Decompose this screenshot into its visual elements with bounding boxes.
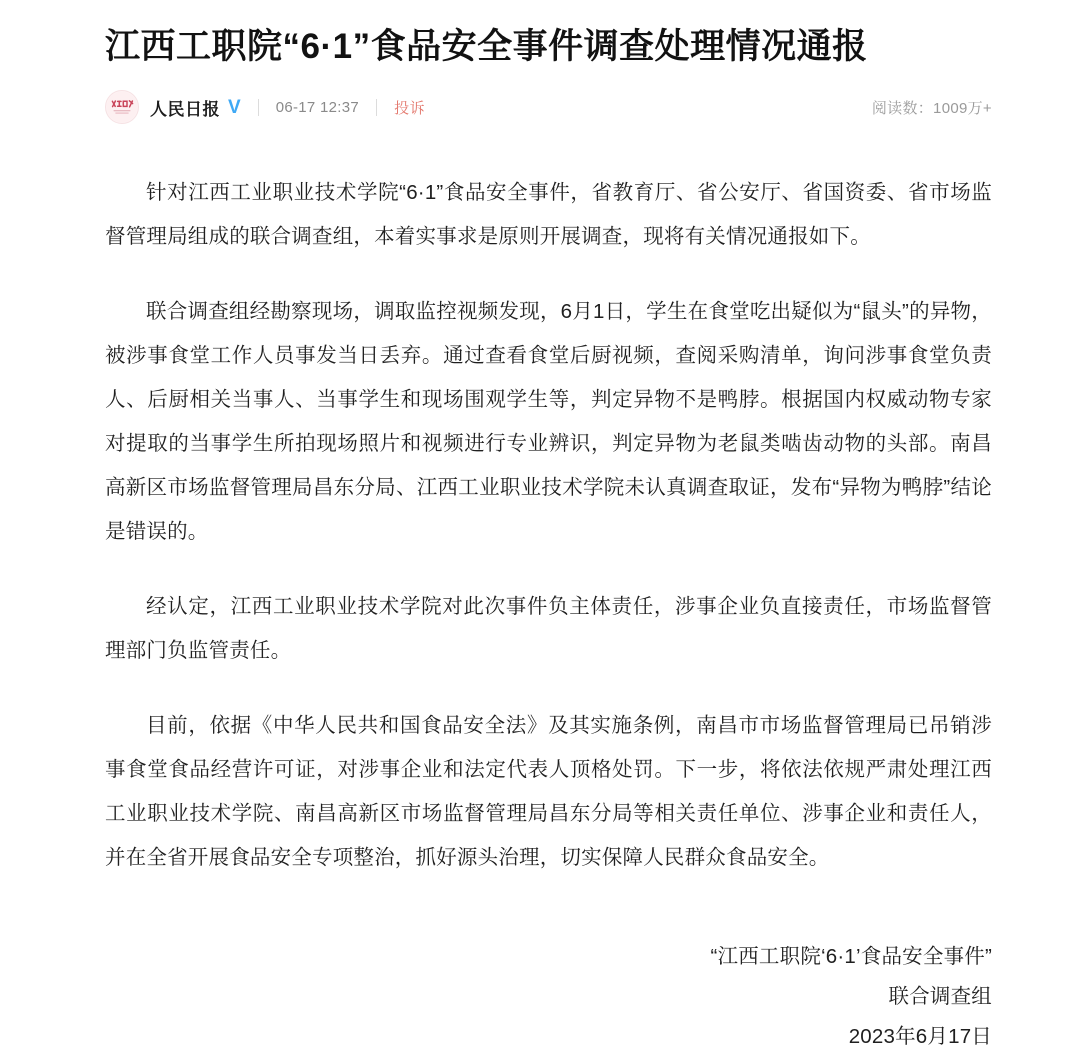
article-paragraph: 经认定，江西工业职业技术学院对此次事件负主体责任，涉事企业负直接责任，市场监督管理部门负监管责任。	[105, 595, 992, 663]
article-paragraph: 联合调查组经勘察现场，调取监控视频发现，6月1日，学生在食堂吃出疑似为“鼠头”的异物，被涉事食堂工作人员事发当日丢弃。通过查看食堂后厨视频，查阅采购清单，询问涉事食堂负责人、后厨相关当事人、当事学生和现场围观学生等，判定异物不是鸭脖。根据国内权威动物专家对提取的当事学生所拍现场照片和视频进行专业辨识，判定异物为老鼠类啮齿动物的头部。南昌高新区市场监督管理局昌东分局、江西工业职业技术学院未认真调查取证，发布“异物为鸭脖”结论是错误的。	[105, 300, 992, 544]
verified-v-badge-icon: V	[228, 96, 241, 118]
signature-block	[105, 937, 992, 1057]
read-count: 阅读数：1009万+	[871, 99, 992, 117]
article-paragraph: 目前，依据《中华人民共和国食品安全法》及其实施条例，南昌市市场监督管理局已吊销涉事食堂食品经营许可证，对涉事企业和法定代表人顶格处罚。下一步，将依法依规严肃处理江西工业职业技术学院、南昌高新区市场监督管理局昌东分局等相关责任单位、涉事企业和责任人，并在全省开展食品安全专项整治，抓好源头治理，切实保障人民群众食品安全。	[105, 714, 992, 870]
source-name: 人民日报	[150, 99, 220, 119]
signature-line: 2023年6月17日	[848, 1025, 992, 1049]
signature-line: “江西工职院‘6·1’食品安全事件”	[710, 945, 992, 969]
peoples-daily-seal-icon	[105, 90, 139, 124]
byline	[105, 90, 992, 124]
page-title: 江西工职院“6·1”食品安全事件调查处理情况通报	[105, 27, 868, 66]
publish-time: 06-17 12:37	[275, 98, 360, 116]
byline-divider	[258, 99, 259, 116]
article-body	[105, 171, 992, 880]
complaint-link[interactable]: 投诉	[394, 99, 426, 117]
byline-source-group[interactable]	[105, 90, 241, 124]
article-paragraph: 针对江西工业职业技术学院“6·1”食品安全事件，省教育厅、省公安厅、省国资委、省市场监督管理局组成的联合调查组，本着实事求是原则开展调查，现将有关情况通报如下。	[105, 181, 992, 249]
byline-divider	[376, 99, 377, 116]
signature-line: 联合调查组	[888, 985, 992, 1009]
